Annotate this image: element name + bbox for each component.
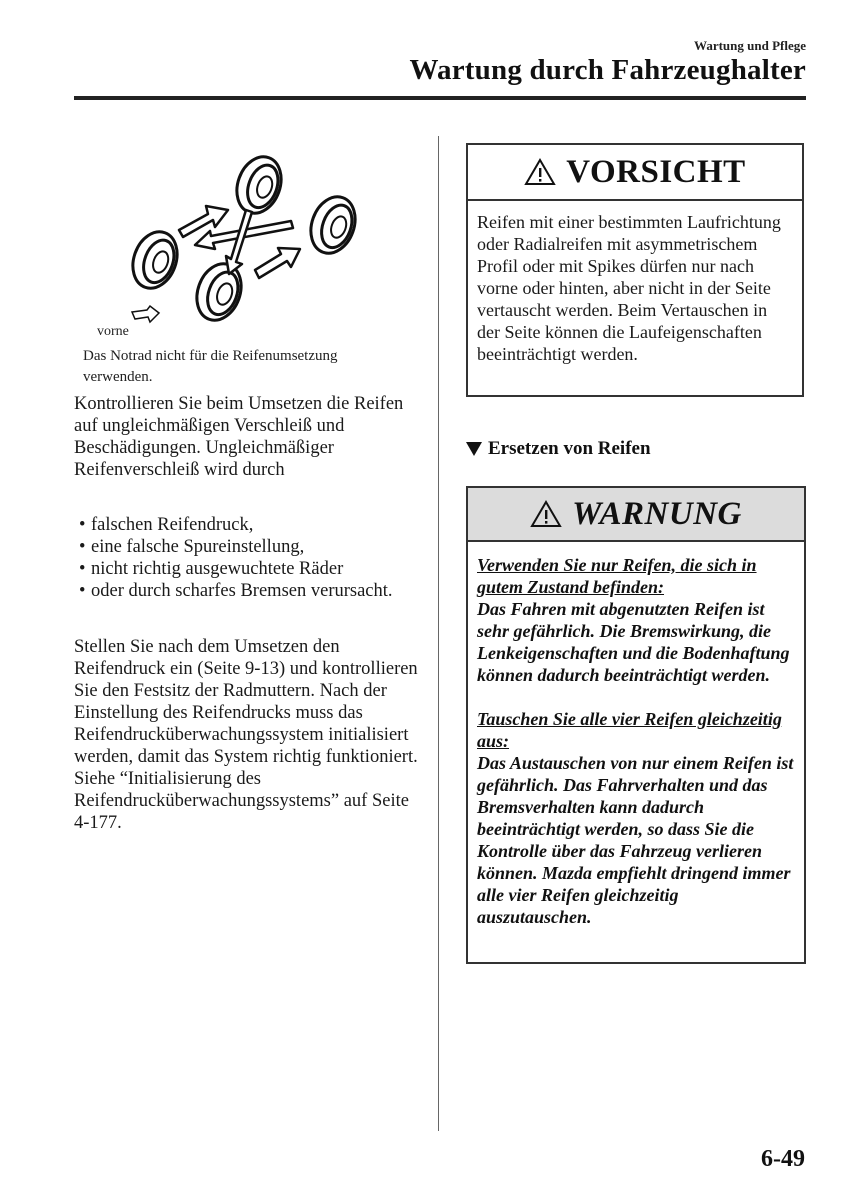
- list-item: • oder durch scharfes Bremsen verursacht.: [79, 581, 393, 601]
- triangle-down-icon: [466, 442, 482, 456]
- caution-header: [468, 145, 802, 201]
- warning-header: [468, 488, 804, 542]
- cause-list: [79, 514, 429, 602]
- warning-item-body: Das Austauschen von nur einem Reifen ist gefährlich. Das Fahrverhalten und das Bremsverhalten kann dadurch beeinträchtigt werden, so dass Sie die Kontrolle über das Fahrzeug verlieren können. Mazda empfiehlt dringend immer alle vier Reifen gleichzeitig auszutauschen.: [477, 753, 794, 927]
- intro-paragraph: Kontrollieren Sie beim Umsetzen die Reifen auf ungleichmäßigen Verschleiß und Beschädigungen. Ungleichmäßiger Reifenverschleiß wird durch: [74, 394, 404, 480]
- tire-rear-left: [229, 151, 288, 220]
- tire-rear-right: [303, 191, 362, 260]
- caution-title: VORSICHT: [566, 153, 746, 190]
- list-item: • nicht richtig ausgewuchtete Räder: [79, 559, 344, 579]
- warning-text: [468, 542, 804, 928]
- front-arrow-icon: [132, 306, 159, 322]
- caution-text: Reifen mit einer bestimmten Laufrichtung oder Radialreifen mit asymmetrischem Profil oder mit Spikes dürfen nur nach vorne oder hinten, aber nicht in der Seite vertauscht werden. Beim Vertauschen in der Seite können die Laufeigenschaften beeinträchtigt werden.: [477, 212, 781, 364]
- tire-front-left: [125, 226, 184, 295]
- warning-item-heading: Verwenden Sie nur Reifen, die sich in gutem Zustand befinden:: [477, 555, 757, 597]
- warning-triangle-icon: [530, 500, 562, 528]
- arrow-front-left-to-rear: [179, 206, 228, 237]
- list-item: • falschen Reifendruck,: [79, 515, 254, 535]
- page-title: Wartung durch Fahrzeughalter: [409, 54, 806, 86]
- rotation-arrows: [179, 206, 300, 278]
- after-rotation-paragraph: Stellen Sie nach dem Umsetzen den Reifendruck ein (Seite 9-13) und kontrollieren Sie den Festsitz der Radmuttern. Nach der Einstellung des Reifendrucks muss das Reifendrucküberwachungssystem initialisiert werden, damit das System richtig funktioniert. Siehe “Initialisierung des Reifendrucküberwachungssystems” auf Seite 4-177.: [74, 637, 418, 833]
- arrow-rear-left-to-front: [226, 210, 252, 274]
- caution-box: [466, 143, 804, 397]
- figure-caption: Das Notrad nicht für die Reifenumsetzung verwenden.: [83, 348, 338, 385]
- front-label: vorne: [97, 324, 129, 339]
- warning-title: WARNUNG: [572, 495, 742, 532]
- section-label: Wartung und Pflege: [694, 38, 806, 53]
- warning-box: [466, 486, 806, 964]
- warning-triangle-icon: [524, 158, 556, 186]
- list-item: • eine falsche Spureinstellung,: [79, 537, 305, 557]
- section-heading-text: Ersetzen von Reifen: [488, 438, 651, 459]
- page-number: 6-49: [761, 1146, 805, 1172]
- tire-rotation-diagram: [95, 150, 385, 340]
- arrow-front-right-to-rear: [255, 248, 300, 278]
- section-heading: [466, 438, 651, 460]
- header-rule: [74, 96, 806, 100]
- tire-front-right: [189, 258, 248, 327]
- warning-item-body: Das Fahren mit abgenutzten Reifen ist sehr gefährlich. Die Bremswirkung, die Lenkeigenschaften und die Bodenhaftung können dadurch beeinträchtigt werden.: [477, 599, 790, 685]
- column-divider: [438, 136, 439, 1131]
- warning-item-heading: Tauschen Sie alle vier Reifen gleichzeitig aus:: [477, 709, 782, 751]
